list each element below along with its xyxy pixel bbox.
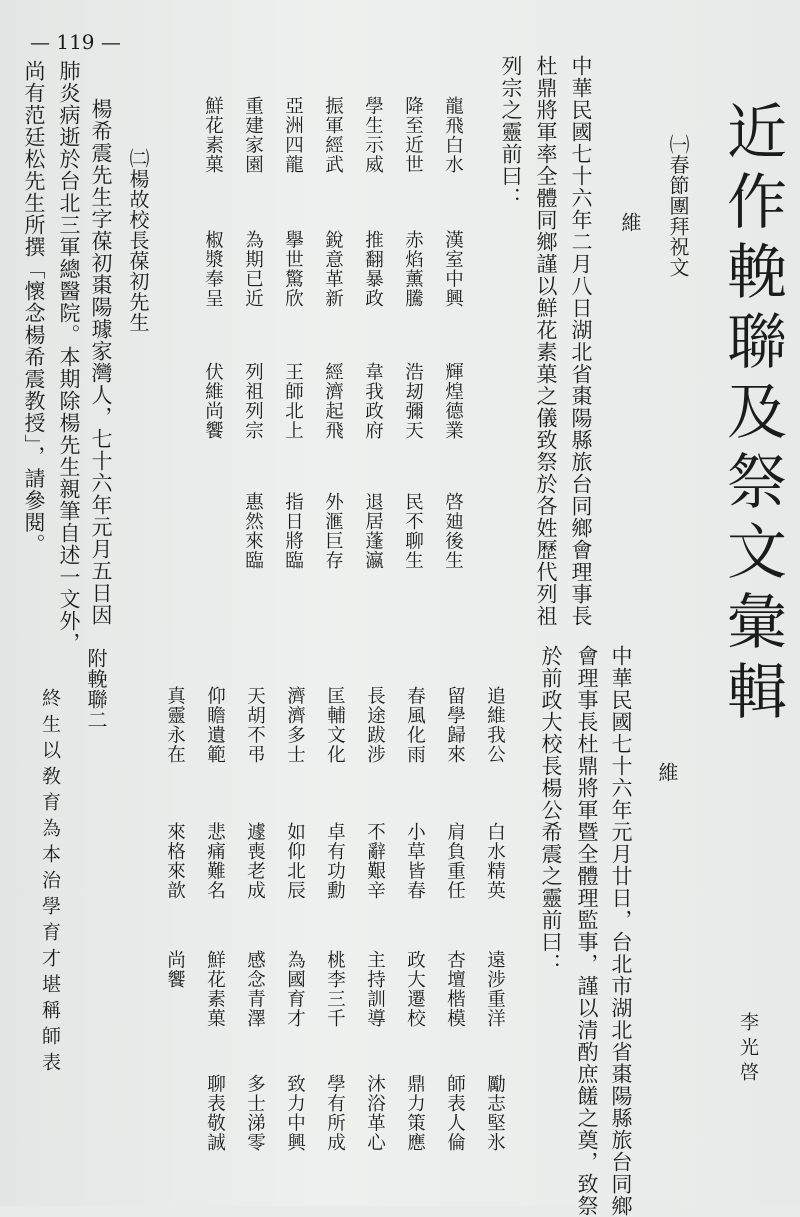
verse-phrase: 主持訓導 xyxy=(364,950,386,1028)
section1-text-line2: 杜鼎將軍率全體同鄉謹以鮮花素菓之儀致祭於各姓歷代列祖 xyxy=(534,55,558,627)
verse-phrase: 鼎力策應 xyxy=(404,1074,426,1152)
page-number: — 119 — xyxy=(30,30,121,54)
verse-phrase: 遠涉重洋 xyxy=(484,950,506,1028)
verse-phrase: 列祖列宗 xyxy=(242,362,264,440)
verse-phrase: 擧世驚欣 xyxy=(282,230,304,308)
section2-wei: 維 xyxy=(655,762,679,783)
verse-phrase: 天胡不弔 xyxy=(244,686,266,764)
verse-phrase: 惠然來臨 xyxy=(242,492,264,570)
verse-phrase: 退居蓬瀛 xyxy=(362,492,384,570)
verse-phrase: 匡輔文化 xyxy=(324,686,346,764)
verse-phrase: 振軍經武 xyxy=(322,96,344,174)
verse-phrase: 學生示威 xyxy=(362,96,384,174)
verse-phrase: 聊表敬誠 xyxy=(204,1074,226,1152)
verse-phrase: 長途跋涉 xyxy=(364,686,386,764)
section1-heading: ㈠春節團拜祝文 xyxy=(666,134,690,278)
verse-phrase: 濟濟多士 xyxy=(284,686,306,764)
verse-phrase: 亞洲四龍 xyxy=(282,96,304,174)
verse-phrase: 如仰北辰 xyxy=(284,822,306,900)
section2-intro-line2: 會理事長杜鼎將軍暨全體理監事，謹以清酌庶饈之奠，致祭 xyxy=(575,645,599,1217)
verse-phrase: 赤焰薰騰 xyxy=(402,230,424,308)
verse-phrase: 多士涕零 xyxy=(244,1074,266,1152)
verse-phrase: 外滙巨存 xyxy=(322,492,344,570)
section2-heading: ㈡楊故校長葆初先生 xyxy=(126,148,150,333)
verse-phrase: 浩刼彌天 xyxy=(402,362,424,440)
verse-phrase: 沐浴革心 xyxy=(364,1074,386,1152)
couplet-line1: 終生以敎育為本治學育才堪稱師表 xyxy=(39,688,61,1078)
verse-phrase: 仰瞻遺範 xyxy=(204,686,226,764)
verse-phrase: 致力中興 xyxy=(284,1074,306,1152)
section2-intro-line1: 中華民國七十六年元月廿日，台北市湖北省棗陽縣旅台同鄉 xyxy=(609,645,633,1217)
verse-phrase: 啓廸後生 xyxy=(442,492,464,570)
verse-phrase: 為期已近 xyxy=(242,230,264,308)
page-title: 近作輓聯及祭文彙輯 xyxy=(717,100,787,730)
verse-phrase: 小草皆春 xyxy=(404,822,426,900)
section1-wei: 維 xyxy=(618,212,642,233)
verse-phrase: 師表人倫 xyxy=(444,1074,466,1152)
verse-phrase: 感念青澤 xyxy=(244,950,266,1028)
verse-phrase: 漢室中興 xyxy=(442,230,464,308)
verse-phrase: 銳意革新 xyxy=(322,230,344,308)
verse-phrase: 肩負重任 xyxy=(444,822,466,900)
section1-text-line3: 列宗之靈前曰： xyxy=(499,55,523,209)
author-name: 李光啓 xyxy=(737,1012,759,1087)
verse-phrase: 輝煌德業 xyxy=(442,362,464,440)
verse-phrase: 白水精英 xyxy=(484,822,506,900)
verse-phrase: 悲痛難名 xyxy=(204,822,226,900)
verse-phrase: 尚饗 xyxy=(164,950,186,989)
verse-phrase: 政大遷校 xyxy=(404,950,426,1028)
verse-phrase: 經濟起飛 xyxy=(322,362,344,440)
verse-phrase: 椒漿奉呈 xyxy=(202,230,224,308)
verse-phrase: 王師北上 xyxy=(282,362,304,440)
couplet-heading: 附輓聯二 xyxy=(84,648,108,730)
verse-phrase: 重建家園 xyxy=(242,96,264,174)
verse-phrase: 降至近世 xyxy=(402,96,424,174)
verse-phrase: 指日將臨 xyxy=(282,492,304,570)
verse-phrase: 留學歸來 xyxy=(444,686,466,764)
verse-phrase: 卓有功勳 xyxy=(324,822,346,900)
section2-intro-line3: 於前政大校長楊公希震之靈前曰： xyxy=(539,645,563,975)
section2-text-line1: 楊希震先生字葆初棗陽璩家灣人，七十六年元月五日因 xyxy=(89,98,113,626)
verse-phrase: 來格來歆 xyxy=(164,822,186,900)
verse-phrase: 遽喪老成 xyxy=(244,822,266,900)
section1-text-line1: 中華民國七十六年二月八日湖北省棗陽縣旅台同鄉會理事長 xyxy=(569,55,593,627)
verse-phrase: 桃李三千 xyxy=(324,950,346,1028)
verse-phrase: 龍飛白水 xyxy=(442,96,464,174)
verse-phrase: 伏維尚饗 xyxy=(202,362,224,440)
verse-phrase: 真靈永在 xyxy=(164,686,186,764)
verse-phrase: 追維我公 xyxy=(484,686,506,764)
verse-phrase: 推翻暴政 xyxy=(362,230,384,308)
verse-phrase: 杏壇楷模 xyxy=(444,950,466,1028)
verse-phrase: 勵志堅氷 xyxy=(484,1074,506,1152)
verse-phrase: 民不聊生 xyxy=(402,492,424,570)
section2-text-line3: 尚有范廷松先生所撰「懷念楊希震教授」，請參閱。 xyxy=(22,60,46,556)
verse-phrase: 春風化雨 xyxy=(404,686,426,764)
section2-text-line2: 肺炎病逝於台北三軍總醫院。本期除楊先生親筆自述一文外， xyxy=(57,60,81,654)
verse-phrase: 不辭艱辛 xyxy=(364,822,386,900)
verse-phrase: 為國育才 xyxy=(284,950,306,1028)
verse-phrase: 韋我政府 xyxy=(362,362,384,440)
verse-phrase: 鮮花素菓 xyxy=(202,96,224,174)
verse-phrase: 鮮花素菓 xyxy=(204,950,226,1028)
verse-phrase: 學有所成 xyxy=(324,1074,346,1152)
